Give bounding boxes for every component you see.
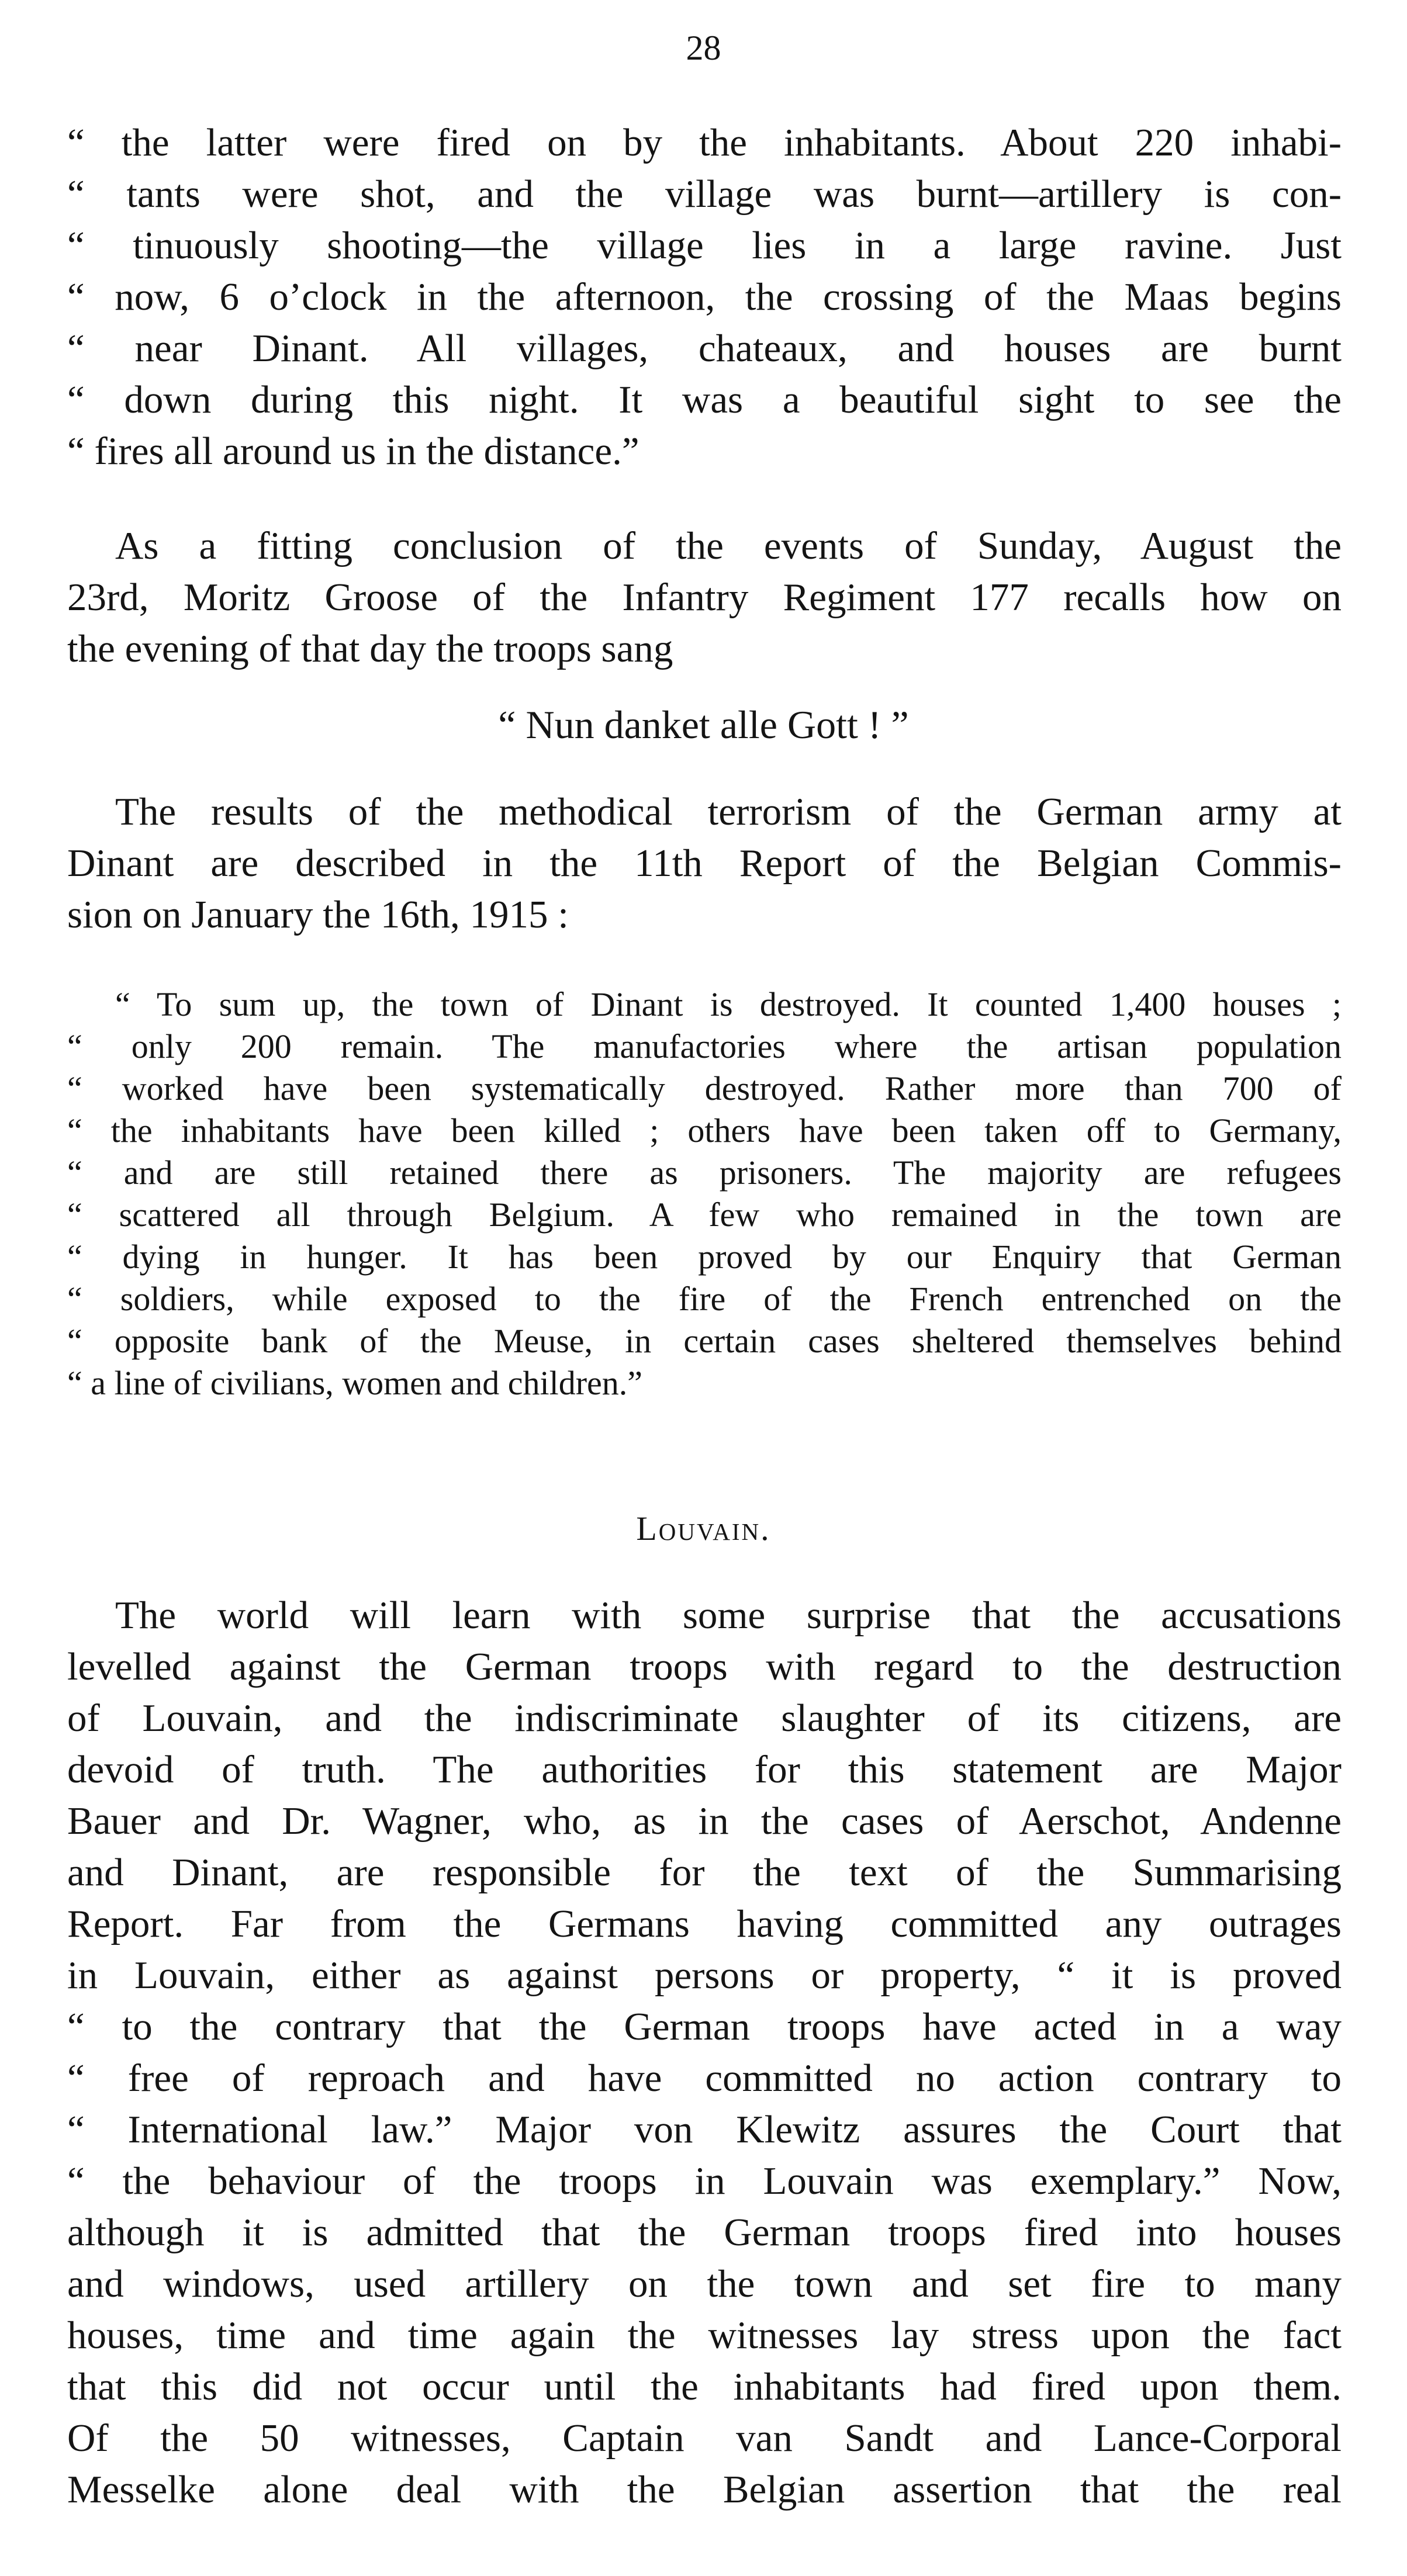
quote-line: “ the inhabitants have been killed ; others have been taken off to Germany, bbox=[67, 1112, 1342, 1149]
text-line: Dinant are described in the 11th Report of the Belgian Commis- bbox=[67, 842, 1342, 885]
commission-report-quote bbox=[67, 984, 1342, 1404]
text-line: that this did not occur until the inhabitants had fired upon them. bbox=[67, 2365, 1342, 2408]
quote-line: “ dying in hunger. It has been proved by our Enquiry that German bbox=[67, 1238, 1342, 1276]
paragraph-diary-quote bbox=[67, 117, 1342, 477]
paragraph-louvain bbox=[67, 1590, 1342, 2515]
text-line: 23rd, Moritz Groose of the Infantry Regiment 177 recalls how on bbox=[67, 576, 1342, 619]
quote-line: “ and are still retained there as prisoners. The majority are refugees bbox=[67, 1154, 1342, 1192]
text-line: the evening of that day the troops sang bbox=[67, 627, 673, 670]
text-line: Report. Far from the Germans having committed any outrages bbox=[67, 1902, 1342, 1945]
section-heading: Louvain. bbox=[636, 1509, 771, 1547]
text-line: and Dinant, are responsible for the text of the Summarising bbox=[67, 1851, 1342, 1894]
text-line: “ near Dinant. All villages, chateaux, and houses are burnt bbox=[67, 327, 1342, 370]
text-line: Bauer and Dr. Wagner, who, as in the cases of Aerschot, Andenne bbox=[67, 1799, 1342, 1843]
text-line: and windows, used artillery on the town and set fire to many bbox=[67, 2262, 1342, 2305]
text-line: sion on January the 16th, 1915 : bbox=[67, 893, 569, 936]
text-line: The world will learn with some surprise that the accusations bbox=[115, 1594, 1342, 1637]
quote-line: “ opposite bank of the Meuse, in certain cases sheltered themselves behind bbox=[67, 1322, 1342, 1360]
text-line: “ tants were shot, and the village was burnt—artillery is con- bbox=[67, 172, 1342, 216]
paragraph-conclusion bbox=[67, 520, 1342, 674]
quote-line: “ only 200 remain. The manufactories where the artisan population bbox=[67, 1027, 1342, 1065]
page-number: 28 bbox=[686, 29, 721, 67]
text-line: “ to the contrary that the German troops have acted in a way bbox=[67, 2005, 1342, 2048]
text-line: “ the latter were fired on by the inhabitants. About 220 inhabi- bbox=[67, 121, 1342, 164]
quote-line: “ worked have been systematically destroyed. Rather more than 700 of bbox=[67, 1069, 1342, 1107]
text-line: devoid of truth. The authorities for this statement are Major bbox=[67, 1748, 1342, 1791]
text-line: As a fitting conclusion of the events of Sunday, August the bbox=[115, 524, 1342, 567]
quote-line: “ a line of civilians, women and children.” bbox=[67, 1364, 643, 1402]
quote-line: “ To sum up, the town of Dinant is destroyed. It counted 1,400 houses ; bbox=[115, 985, 1342, 1023]
text-line: “ tinuously shooting—the village lies in a large ravine. Just bbox=[67, 224, 1342, 267]
text-line: houses, time and time again the witnesses lay stress upon the fact bbox=[67, 2314, 1342, 2357]
text-line: Of the 50 witnesses, Captain van Sandt and Lance-Corporal bbox=[67, 2416, 1342, 2460]
paragraph-results bbox=[67, 786, 1342, 940]
text-line: levelled against the German troops with regard to the destruction bbox=[67, 1645, 1342, 1688]
text-line: “ now, 6 o’clock in the afternoon, the crossing of the Maas begins bbox=[67, 275, 1342, 318]
text-line: of Louvain, and the indiscriminate slaughter of its citizens, are bbox=[67, 1696, 1342, 1740]
text-line: “ free of reproach and have committed no action contrary to bbox=[67, 2056, 1342, 2100]
text-line: The results of the methodical terrorism of the German army at bbox=[115, 790, 1342, 833]
text-line: although it is admitted that the German troops fired into houses bbox=[67, 2211, 1342, 2254]
text-line: “ the behaviour of the troops in Louvain was exemplary.” Now, bbox=[67, 2159, 1342, 2203]
quote-line: “ soldiers, while exposed to the fire of the French entrenched on the bbox=[67, 1280, 1342, 1318]
quote-line: “ scattered all through Belgium. A few who remained in the town are bbox=[67, 1196, 1342, 1234]
text-line: Messelke alone deal with the Belgian assertion that the real bbox=[67, 2468, 1342, 2511]
song-title: “ Nun danket alle Gott ! ” bbox=[498, 702, 909, 747]
text-line: “ down during this night. It was a beautiful sight to see the bbox=[67, 378, 1342, 421]
text-line: “ fires all around us in the distance.” bbox=[67, 430, 639, 473]
text-line: “ International law.” Major von Klewitz assures the Court that bbox=[67, 2108, 1342, 2151]
text-line: in Louvain, either as against persons or property, “ it is proved bbox=[67, 1954, 1342, 1997]
